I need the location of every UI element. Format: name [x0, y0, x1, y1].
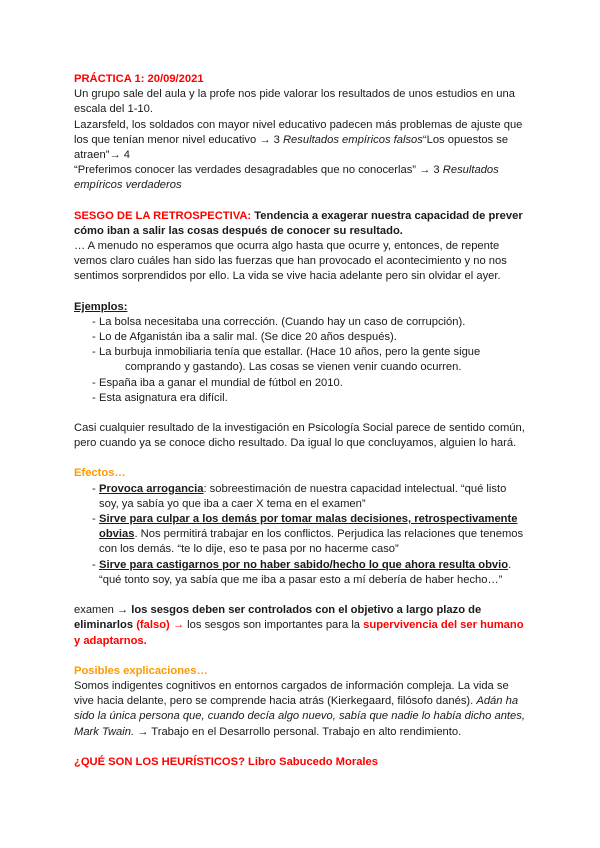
list-item: - España iba a ganar el mundial de fútbol en 2010.: [92, 376, 529, 391]
list-item: - La bolsa necesitaba una corrección. (Cuando hay un caso de corrupción).: [92, 315, 529, 330]
explicaciones-title: Posibles explicaciones…: [74, 664, 208, 677]
ejemplos-title: Ejemplos:: [74, 300, 128, 313]
practica-title: PRÁCTICA 1: 20/09/2021: [74, 73, 204, 85]
practica-paragraph-1: Un grupo sale del aula y la profe nos pide valorar los resultados de unos estudios en una escala del 1-10.: [74, 88, 515, 116]
ejemplos-closing: Casi cualquier resultado de la investigación en Psicología Social parece de sentido común, pero cuando ya se conoce dicho resultado. Da igual lo que concluyamos, alguien lo hará.: [74, 422, 525, 450]
heuristicos-title: ¿QUÉ SON LOS HEURÍSTICOS? Libro Sabucedo Morales: [74, 755, 378, 768]
practica-paragraph-2: Lazarsfeld, los soldados con mayor nivel educativo padecen más problemas de ajuste que los que tenían menor nivel educativo → 3 Resultados empíricos falsos“Los opuestos se atraen”→ 4: [74, 118, 523, 162]
explicaciones-body: Somos indigentes cognitivos en entornos cargados de información compleja. La vida se vive hacia delante, pero se comprende hacia atrás (Kierkegaard, filósofo danés). Adán ha sido la única persona que, cuando decía algo nuevo, sabía que nadie lo había dicho antes, Mark Twain. → Trabajo en el Desarrollo personal. Trabajo en alto rendimiento.: [74, 679, 525, 738]
ejemplos-list: [74, 315, 529, 406]
list-item: - Sirve para culpar a los demás por tomar malas decisiones, retrospectivamente obvias. Nos permitirá trabajar en los conflictos. Perjudica las relaciones que tenemos con los demás. “te lo dije, eso te pasa por no hacerme caso”: [92, 512, 529, 558]
sesgo-title: SESGO DE LA RETROSPECTIVA:: [74, 209, 252, 222]
practica-paragraph-3: “Preferimos conocer las verdades desagradables que no conocerlas” → 3 Resultados empíricos verdaderos: [74, 164, 499, 192]
efectos-title: Efectos…: [74, 467, 126, 480]
list-item: - Esta asignatura era difícil.: [92, 391, 529, 406]
sesgo-definition: SESGO DE LA RETROSPECTIVA: Tendencia a exagerar nuestra capacidad de prever cómo iban a salir las cosas después de conocer su resultado.: [74, 209, 523, 237]
document-page: [74, 72, 529, 770]
efectos-list: [74, 482, 529, 588]
list-item: - Provoca arrogancia: sobreestimación de nuestra capacidad intelectual. “qué listo soy, ya sabía yo que iba a caer X tema en el examen”: [92, 482, 529, 512]
list-item: - Sirve para castigarnos por no haber sabido/hecho lo que ahora resulta obvio. “qué tonto soy, ya sabía que me iba a pasar esto a mí debería de haber hecho…”: [92, 558, 529, 588]
examen-note: examen → los sesgos deben ser controlados con el objetivo a largo plazo de eliminarlos (falso) → los sesgos son importantes para la supervivencia del ser humano y adaptarnos.: [74, 604, 524, 647]
list-item: - Lo de Afganistán iba a salir mal. (Se dice 20 años después).: [92, 330, 529, 345]
list-item: - La burbuja inmobiliaria tenía que estallar. (Hace 10 años, pero la gente sigue comprando y gastando). Las cosas se vienen venir cuando ocurren.: [92, 345, 529, 375]
sesgo-body: … A menudo no esperamos que ocurra algo hasta que ocurre y, entonces, de repente vemos claro cuáles han sido las fuerzas que han provocado el acontecimiento y no nos sentimos sorprendidos por ello. La vida se vive hacia adelante pero sin olvidar el ayer.: [74, 240, 507, 283]
